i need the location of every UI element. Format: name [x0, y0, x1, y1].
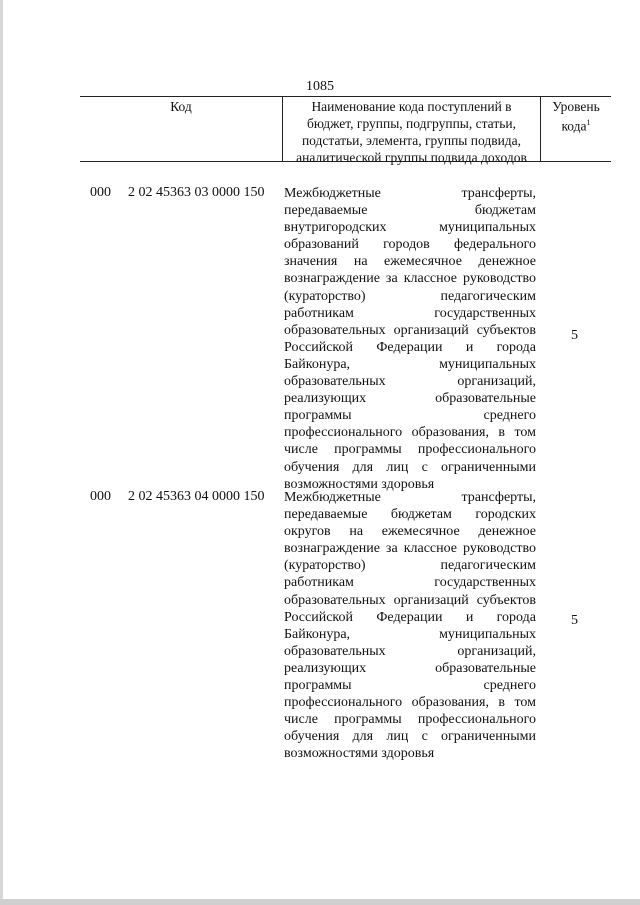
header-name-line: бюджет, группы, подгруппы, статьи, [307, 116, 516, 132]
row-description [284, 185, 536, 493]
header-name-cell [282, 96, 541, 166]
description-line: профессионального образования, в том [284, 425, 536, 441]
description-line: Межбюджетные трансферты, [284, 186, 536, 201]
header-level-cell [541, 96, 611, 162]
description-line: Байконура, муниципальных [284, 356, 536, 372]
row-description [284, 489, 536, 763]
description-line: образований городов федерального [284, 237, 536, 253]
header-level-label: кода [561, 118, 587, 134]
description-line: вознаграждение за классное руководство [284, 271, 536, 287]
description-line: передаваемые бюджетам [284, 203, 536, 219]
description-line: реализующих образовательные [284, 391, 536, 407]
header-level-footnote: 1 [586, 118, 591, 128]
description-line: образовательных организаций субъектов [284, 592, 536, 608]
description-line: Байконура, муниципальных [284, 626, 536, 642]
header-name-line: аналитической группы подвида доходов [296, 150, 527, 166]
description-line: возможностями здоровья [284, 476, 435, 492]
header-code-cell [80, 96, 282, 162]
header-name-line: подстатьи, элемента, группы подвида, [301, 133, 522, 149]
description-line: вознаграждение за классное руководство [284, 541, 536, 557]
description-line: внутригородских муниципальных [284, 220, 536, 236]
description-line: обучения для лиц с ограниченными [284, 459, 536, 475]
description-line: образовательных организаций субъектов [284, 322, 536, 338]
header-level-line-2 [541, 115, 611, 135]
description-line: профессионального образования, в том [284, 695, 536, 711]
row-prefix: 000 [90, 489, 111, 504]
description-line: значения на ежемесячное денежное [284, 254, 536, 270]
description-line: округов на ежемесячное денежное [284, 524, 536, 540]
row-code: 2 02 45363 03 0000 150 [128, 185, 265, 200]
description-line: (кураторство) педагогическим [284, 288, 536, 304]
header-name-line: Наименование кода поступлений в [311, 99, 512, 114]
row-prefix: 000 [90, 185, 111, 200]
row-level: 5 [571, 613, 578, 628]
description-line: программы среднего [284, 408, 536, 424]
description-line: работникам государственных [284, 305, 536, 321]
header-level-line: Уровень [552, 99, 600, 114]
description-line: числе программы профессионального [284, 712, 536, 728]
description-line: числе программы профессионального [284, 442, 536, 458]
description-line: возможностями здоровья [284, 746, 435, 762]
description-line: обучения для лиц с ограниченными [284, 729, 536, 745]
description-line: реализующих образовательные [284, 660, 536, 676]
page-number: 1085 [306, 79, 334, 94]
description-line: Межбюджетные трансферты, [284, 490, 536, 505]
row-code: 2 02 45363 04 0000 150 [128, 489, 265, 504]
description-line: программы среднего [284, 678, 536, 694]
description-line: образовательных организаций, [284, 643, 536, 659]
row-level: 5 [571, 328, 578, 343]
description-line: передаваемые бюджетам городских [284, 507, 536, 523]
description-line: работникам государственных [284, 575, 536, 591]
description-line: Российской Федерации и города [284, 339, 536, 355]
header-code-label: Код [170, 99, 192, 114]
description-line: (кураторство) педагогическим [284, 558, 536, 574]
description-line: Российской Федерации и города [284, 609, 536, 625]
scan-bottom-edge [0, 899, 640, 905]
scan-left-edge [0, 0, 3, 905]
description-line: образовательных организаций, [284, 374, 536, 390]
